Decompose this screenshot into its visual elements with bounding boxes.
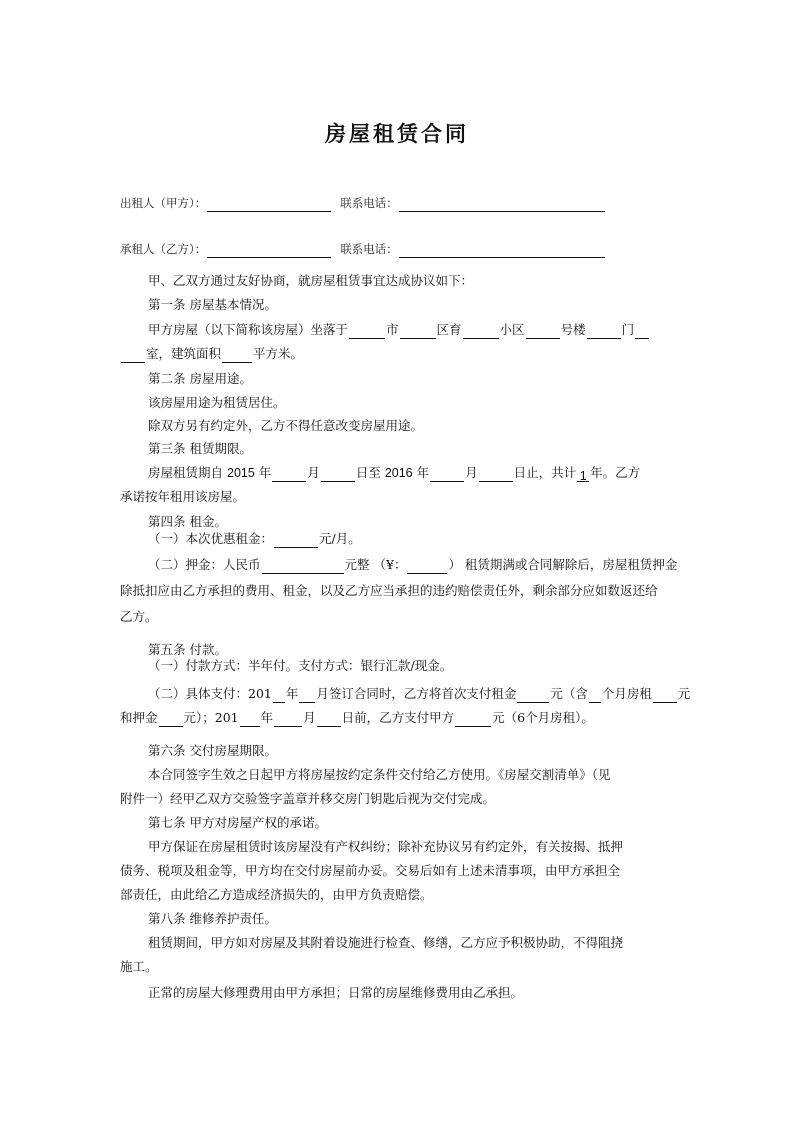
year-label: 年	[416, 465, 430, 480]
article-2-line-1: 该房屋用途为租赁居住。	[148, 395, 286, 410]
payment-month-field[interactable]	[299, 688, 315, 703]
area-unit: 平方米。	[253, 346, 304, 361]
article-1-line-1	[148, 321, 704, 339]
second-day-field[interactable]	[317, 712, 341, 727]
city-label: 市	[386, 322, 399, 337]
deposit-terms-text: ） 租赁期满或合同解除后，房屋租赁押金	[448, 557, 678, 572]
article-3-heading: 第三条 租赁期限。	[148, 441, 252, 456]
months-rent-field[interactable]	[653, 688, 677, 703]
article-7-line-1: 甲方保证在房屋租赁时该房屋没有产权纠纷；除补充协议另有约定外，有关按揭、抵押	[148, 839, 624, 854]
second-payment-text: 日前，乙方支付甲方	[341, 710, 455, 725]
second-payment-field[interactable]	[455, 712, 491, 727]
including-label: 元（含	[550, 686, 588, 701]
party-a-row	[120, 194, 704, 212]
article-4-line-1	[148, 530, 704, 548]
year-suffix: 年。乙方	[590, 465, 641, 480]
deposit-label: （二）押金：人民币	[148, 557, 261, 572]
months-rent-label: 个月房租	[601, 686, 652, 701]
page-title: 房屋租赁合同	[325, 121, 469, 146]
district-field[interactable]	[400, 324, 436, 339]
article-3-line-1	[148, 464, 704, 482]
article-8-heading: 第八条 维修养护责任。	[148, 911, 277, 926]
article-1-line-2	[120, 345, 704, 363]
building-label: 号楼	[560, 322, 586, 337]
room-field-a[interactable]	[635, 324, 649, 339]
article-8-line-1: 租赁期间，甲方如对房屋及其附着设施进行检查、修缮，乙方应予积极协助，不得阻挠	[148, 935, 624, 950]
deposit-symbol-label: 元整 （¥：	[344, 557, 407, 572]
month-label: 月	[465, 465, 478, 480]
party-a-label: 出租人（甲方）：	[120, 196, 207, 210]
article-5-line-1: （一）付款方式：半年付。支付方式：银行汇款/现金。	[148, 658, 453, 673]
first-payment-text: 月签订合同时，乙方将首次支付租金	[316, 686, 517, 701]
article-2-heading: 第二条 房屋用途。	[148, 371, 252, 386]
rent-unit: 元/月。	[319, 531, 361, 546]
article-6-line-2: 附件一）经甲乙双方交验签字盖章并移交房门钥匙后视为交付完成。	[120, 791, 496, 806]
party-a-name-field[interactable]	[207, 197, 331, 212]
community-label: 小区	[499, 322, 525, 337]
article-8-line-2: 施工。	[120, 959, 158, 974]
month-label: 月	[307, 465, 320, 480]
months-field[interactable]	[589, 688, 601, 703]
end-month-field[interactable]	[430, 467, 464, 482]
deposit-amount-field[interactable]	[407, 559, 447, 574]
article-4-line-4: 乙方。	[120, 609, 158, 624]
area-text: 室，建筑面积	[146, 346, 222, 361]
article-5-line-3	[120, 709, 704, 727]
room-field-b[interactable]	[121, 348, 145, 363]
second-month-field[interactable]	[274, 712, 302, 727]
article-2-line-2: 除双方另有约定外，乙方不得任意改变房屋用途。	[148, 418, 424, 433]
party-a-phone-label: 联系电话：	[340, 196, 398, 210]
deposit-part-field[interactable]	[159, 712, 183, 727]
area-field[interactable]	[222, 348, 252, 363]
deposit-words-field[interactable]	[262, 559, 344, 574]
rent-label: （一）本次优惠租金：	[148, 531, 274, 546]
second-year-field[interactable]	[240, 712, 260, 727]
article-6-heading: 第六条 交付房屋期限。	[148, 743, 277, 758]
party-a-phone-field[interactable]	[399, 197, 605, 212]
city-field[interactable]	[349, 324, 385, 339]
article-5-heading: 第五条 付款。	[148, 642, 227, 657]
building-field[interactable]	[526, 324, 560, 339]
party-b-label: 承租人（乙方）：	[120, 242, 207, 256]
party-b-phone-label: 联系电话：	[340, 242, 398, 256]
start-day-field[interactable]	[321, 467, 355, 482]
article-7-line-3: 部责任，由此给乙方造成经济损失的，由甲方负责赔偿。	[120, 887, 433, 902]
first-payment-field[interactable]	[517, 688, 549, 703]
yuan-label: 元	[677, 686, 691, 701]
end-day-field[interactable]	[479, 467, 513, 482]
to-label: 日至	[355, 465, 381, 480]
start-month-field[interactable]	[272, 467, 306, 482]
article-6-line-1: 本合同签字生效之日起甲方将房屋按约定条件交付给乙方使用。《房屋交割清单》（见	[148, 767, 611, 782]
lease-from-text: 房屋租赁期自	[148, 465, 224, 480]
year-label: 年	[260, 710, 274, 725]
article-4-heading: 第四条 租金。	[148, 514, 227, 529]
deposit-label: 和押金	[120, 710, 158, 725]
end-year: 2016	[384, 466, 413, 480]
article-5-line-2	[148, 685, 704, 703]
article-1-heading: 第一条 房屋基本情况。	[148, 297, 277, 312]
article-7-line-2: 债务、税项及租金等，甲方均在交付房屋前办妥。交易后如有上述未清事项，由甲方承担全	[120, 863, 621, 878]
second-payment-suffix: 元（6个月房租）。	[492, 710, 594, 725]
article-4-line-2	[148, 556, 704, 574]
article-8-line-3: 正常的房屋大修理费用由甲方承担；日常的房屋维修费用由乙承担。	[148, 985, 524, 1000]
article-4-line-3: 除抵扣应由乙方承担的费用、租金，以及乙方应当承担的违约赔偿责任外，剩余部分应如数返还给	[120, 583, 658, 598]
payment-year-prefix: （二）具体支付：201	[148, 686, 272, 701]
start-year: 2015	[227, 466, 255, 480]
month-label: 月	[303, 710, 316, 725]
article-1-text: 甲方房屋（以下简称该房屋）坐落于	[148, 322, 349, 337]
intro-text: 甲、乙双方通过友好协商，就房屋租赁事宜达成协议如下：	[148, 273, 474, 288]
year-label: 年	[285, 686, 299, 701]
unit-label: 门	[621, 322, 635, 337]
total-label: 日止，共计	[513, 465, 577, 480]
article-7-heading: 第七条 甲方对房屋产权的承诺。	[148, 815, 327, 830]
article-3-line-2: 承诺按年租用该房屋。	[120, 489, 246, 504]
year-label: 年	[258, 465, 272, 480]
lease-years[interactable]: 1	[577, 467, 589, 482]
community-field[interactable]	[463, 324, 499, 339]
party-b-row	[120, 240, 704, 258]
district-label: 区育	[436, 322, 462, 337]
unit-field[interactable]	[587, 324, 621, 339]
second-payment-year-prefix: 元）；201	[183, 710, 239, 725]
payment-year-field[interactable]	[273, 688, 285, 703]
party-b-name-field[interactable]	[207, 243, 331, 258]
party-b-phone-field[interactable]	[399, 243, 605, 258]
rent-field[interactable]	[274, 533, 318, 548]
